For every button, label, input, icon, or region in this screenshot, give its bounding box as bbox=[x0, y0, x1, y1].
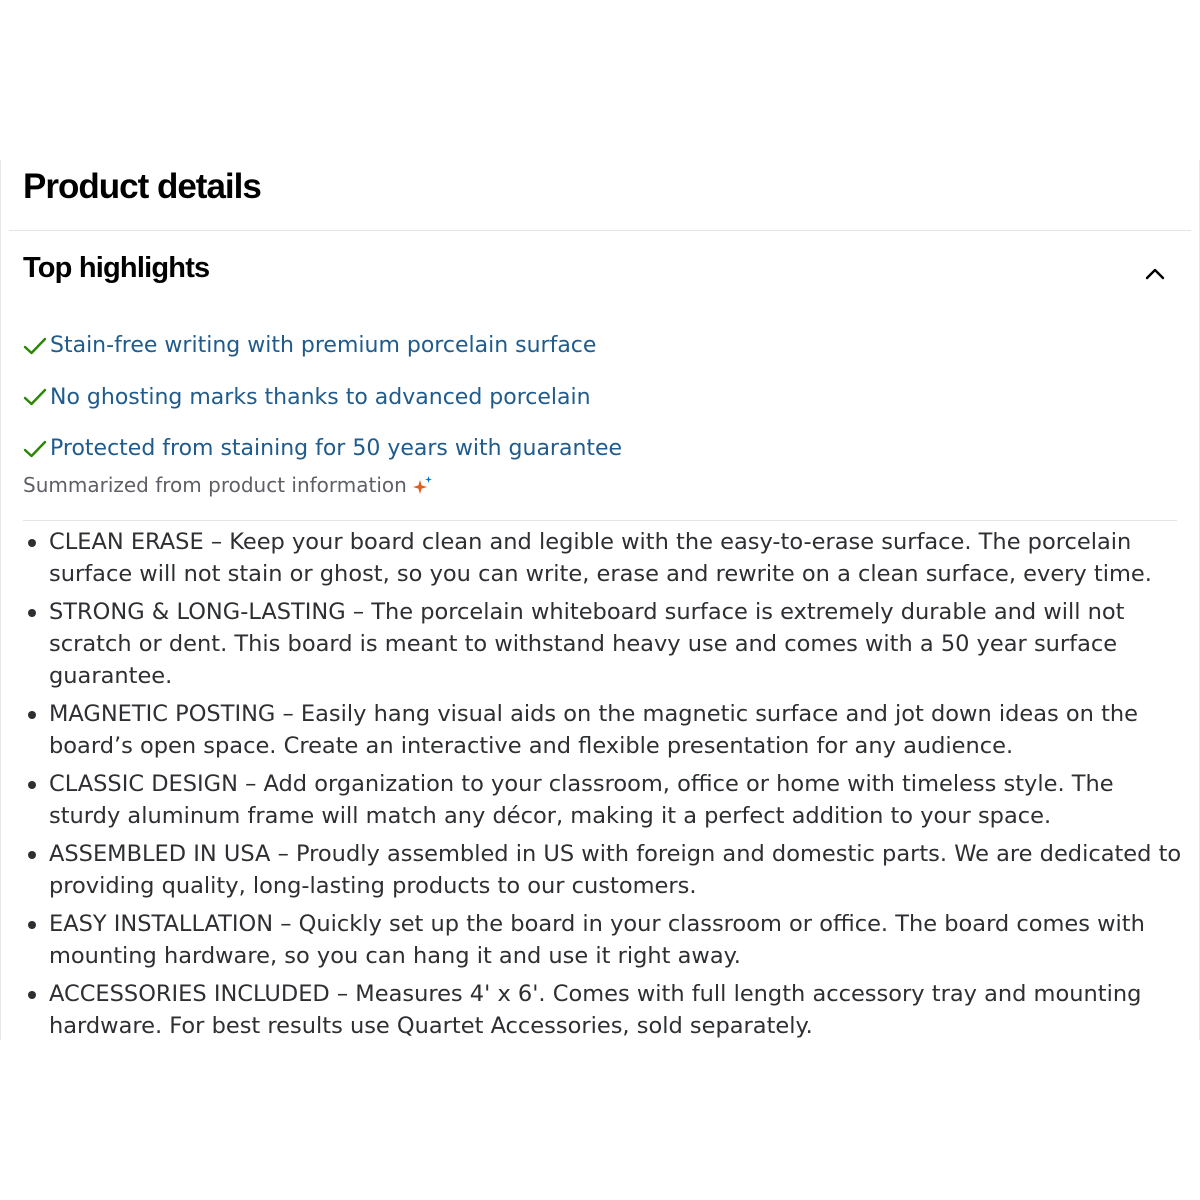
title-divider bbox=[9, 230, 1191, 231]
top-highlights-header[interactable] bbox=[1, 242, 1200, 302]
description-bullet: MAGNETIC POSTING – Easily hang visual aids on the magnetic surface and jot down ideas on the board’s open space. Create an interactive and flexible presentation for any audience. bbox=[23, 698, 1183, 762]
section-title: Top highlights bbox=[23, 252, 210, 284]
description-bullets bbox=[23, 526, 1183, 1040]
page-title: Product details bbox=[23, 167, 261, 206]
description-bullet: EASY INSTALLATION – Quickly set up the board in your classroom or office. The board comes with mounting hardware, so you can hang it and use it right away. bbox=[23, 908, 1183, 972]
chevron-up-icon bbox=[1143, 262, 1167, 286]
sparkle-icon bbox=[412, 474, 434, 496]
highlight-item bbox=[23, 320, 622, 372]
description-bullet: STRONG & LONG-LASTING – The porcelain whiteboard surface is extremely durable and will not scratch or dent. This board is meant to withstand heavy use and comes with a 50 year surface guarantee. bbox=[23, 596, 1183, 692]
product-details-panel bbox=[0, 160, 1200, 1040]
highlight-text: Stain-free writing with premium porcelain surface bbox=[50, 333, 597, 359]
checkmark-icon bbox=[23, 333, 49, 359]
highlight-item bbox=[23, 372, 622, 424]
highlights-list bbox=[23, 320, 622, 475]
summary-divider bbox=[23, 520, 1177, 521]
description-bullet: ASSEMBLED IN USA – Proudly assembled in US with foreign and domestic parts. We are dedicated to providing quality, long-lasting products to our customers. bbox=[23, 838, 1183, 902]
description-bullet: ACCESSORIES INCLUDED – Measures 4' x 6'. Comes with full length accessory tray and mounting hardware. For best results use Quartet Accessories, sold separately. bbox=[23, 978, 1183, 1040]
description-bullet: CLEAN ERASE – Keep your board clean and legible with the easy-to-erase surface. The porcelain surface will not stain or ghost, so you can write, erase and rewrite on a clean surface, every time. bbox=[23, 526, 1183, 590]
highlight-text: No ghosting marks thanks to advanced porcelain bbox=[50, 384, 591, 410]
highlight-text: Protected from staining for 50 years with guarantee bbox=[50, 436, 623, 462]
description-bullet: CLASSIC DESIGN – Add organization to your classroom, office or home with timeless style. The sturdy aluminum frame will match any décor, making it a perfect addition to your space. bbox=[23, 768, 1183, 832]
collapse-button[interactable] bbox=[1137, 256, 1173, 292]
summary-note-text: Summarized from product information bbox=[23, 473, 407, 497]
highlight-item bbox=[23, 423, 622, 475]
checkmark-icon bbox=[23, 436, 49, 462]
checkmark-icon bbox=[23, 384, 49, 410]
summary-note bbox=[23, 473, 434, 497]
